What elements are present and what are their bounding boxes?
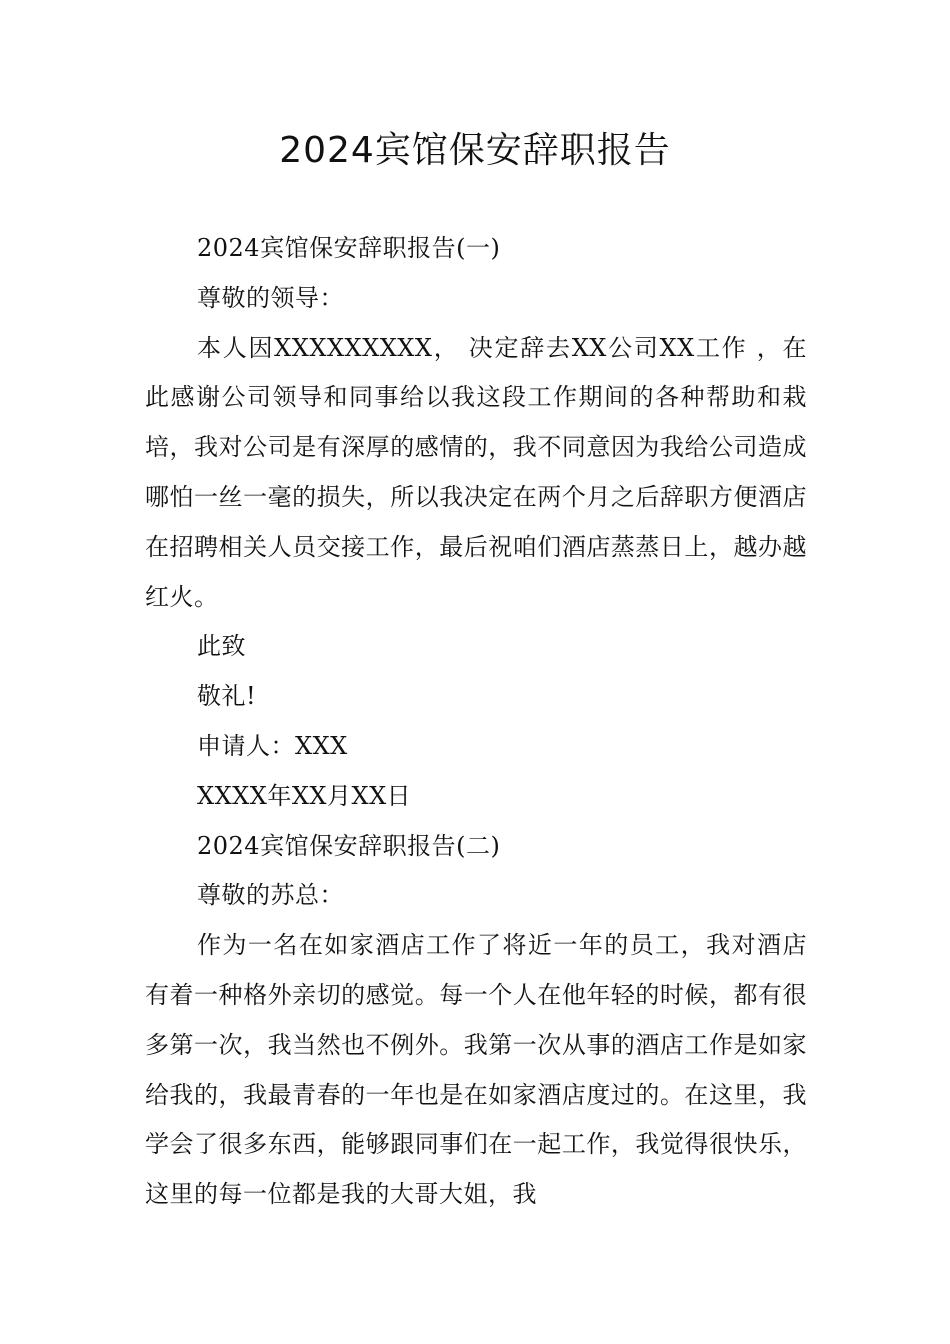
salutation-1: 尊敬的领导：	[197, 283, 344, 312]
signature-date: XXXX年XX月XX日	[197, 781, 412, 810]
applicant-signature: 申请人：XXX	[197, 731, 348, 760]
body-paragraph-1: 本人因XXXXXXXXX， 决定辞去XX公司XX工作 ，在此感谢公司领导和同事给以我这段工作期间的各种帮助和栽培，我对公司是有深厚的感情的，我不同意因为我给公司造成哪怕一丝一毫的损失，所以我决定在两个月之后辞职方便酒店在招聘相关人员交接工作，最后祝咱们酒店蒸蒸日上，越办越红火。	[145, 333, 807, 611]
section-heading-2: 2024宾馆保安辞职报告(二)	[197, 831, 501, 860]
section-heading-1: 2024宾馆保安辞职报告(一)	[197, 234, 501, 262]
salutation-2: 尊敬的苏总：	[197, 881, 344, 910]
closing-salute: 敬礼!	[197, 682, 257, 711]
closing-regards: 此致	[197, 632, 246, 661]
document-body	[145, 224, 807, 1220]
document-title: 2024宾馆保安辞职报告	[279, 130, 671, 171]
body-paragraph-2: 作为一名在如家酒店工作了将近一年的员工，我对酒店有着一种格外亲切的感觉。每一个人在他年轻的时候，都有很多第一次，我当然也不例外。我第一次从事的酒店工作是如家给我的，我最青春的一年也是在如家酒店度过的。在这里，我学会了很多东西，能够跟同事们在一起工作，我觉得很快乐，这里的每一位都是我的大哥大姐，我	[145, 931, 807, 1209]
